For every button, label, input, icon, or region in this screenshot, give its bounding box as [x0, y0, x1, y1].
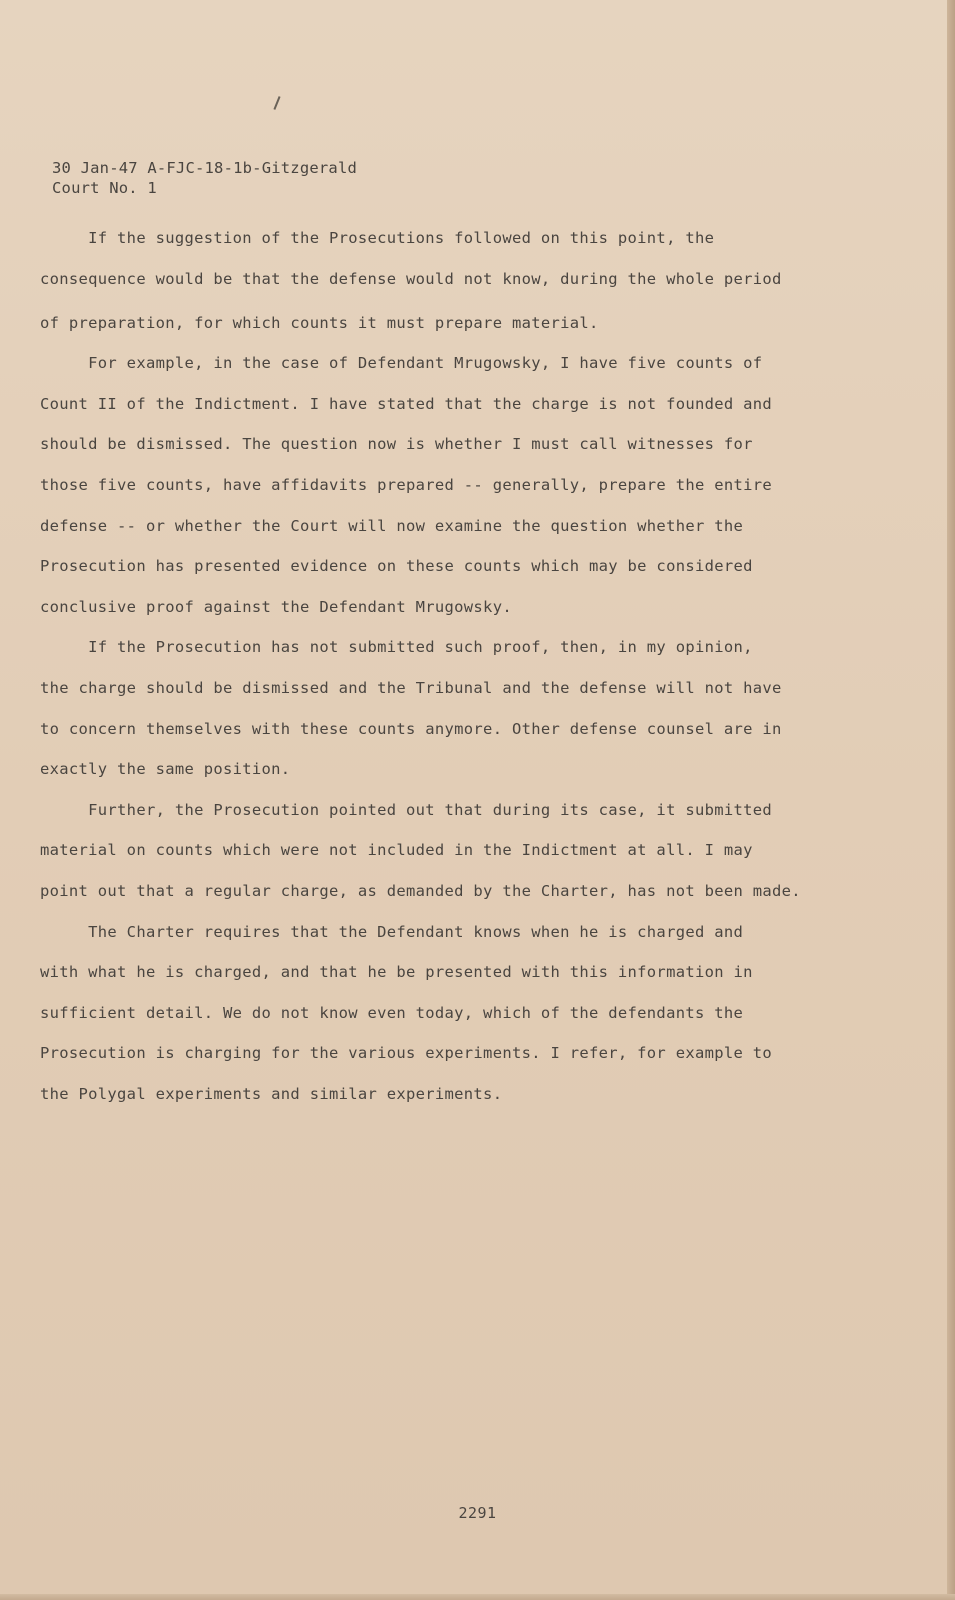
text-line: conclusive proof against the Defendant Mrugowsky. [40, 597, 512, 616]
document-header [52, 158, 357, 198]
text-line: point out that a regular charge, as demanded by the Charter, has not been made. [40, 881, 801, 900]
text-line: Prosecution has presented evidence on these counts which may be considered [40, 557, 753, 576]
text-line: to concern themselves with these counts anymore. Other defense counsel are in [40, 719, 782, 738]
text-line: of preparation, for which counts it must prepare material. [40, 313, 599, 332]
text-line: should be dismissed. The question now is whether I must call witnesses for [40, 435, 753, 454]
text-line: those five counts, have affidavits prepared -- generally, prepare the entire [40, 475, 773, 494]
page-number: 2291 [458, 1504, 497, 1522]
text-line: If the Prosecution has not submitted such proof, then, in my opinion, [40, 638, 753, 657]
header-date-reference: 30 Jan-47 A-FJC-18-1b-Gitzgerald [52, 159, 358, 177]
text-line: Prosecution is charging for the various experiments. I refer, for example to [40, 1044, 773, 1063]
text-line: Further, the Prosecution pointed out that during its case, it submitted [40, 800, 773, 819]
transcript-body [40, 218, 860, 1114]
text-line: consequence would be that the defense would not know, during the whole period [40, 269, 782, 288]
page-edge-right [947, 0, 955, 1600]
text-line: sufficient detail. We do not know even today, which of the defendants the [40, 1003, 744, 1022]
text-line: If the suggestion of the Prosecutions followed on this point, the [40, 229, 715, 247]
text-line: exactly the same position. [40, 760, 291, 779]
text-line: For example, in the case of Defendant Mrugowsky, I have five counts of [40, 354, 763, 373]
text-line: defense -- or whether the Court will now examine the question whether the [40, 516, 744, 535]
text-line: the charge should be dismissed and the Tribunal and the defense will not have [40, 678, 782, 697]
page-edge-bottom [0, 1594, 955, 1600]
text-line: The Charter requires that the Defendant knows when he is charged and [40, 922, 744, 941]
text-line: Count II of the Indictment. I have stated that the charge is not founded and [40, 394, 773, 413]
text-line: with what he is charged, and that he be presented with this information in [40, 963, 753, 982]
text-line: material on counts which were not included in the Indictment at all. I may [40, 841, 753, 860]
header-court-number: Court No. 1 [52, 179, 157, 197]
text-line: the Polygal experiments and similar experiments. [40, 1084, 503, 1103]
pencil-mark [273, 96, 280, 110]
